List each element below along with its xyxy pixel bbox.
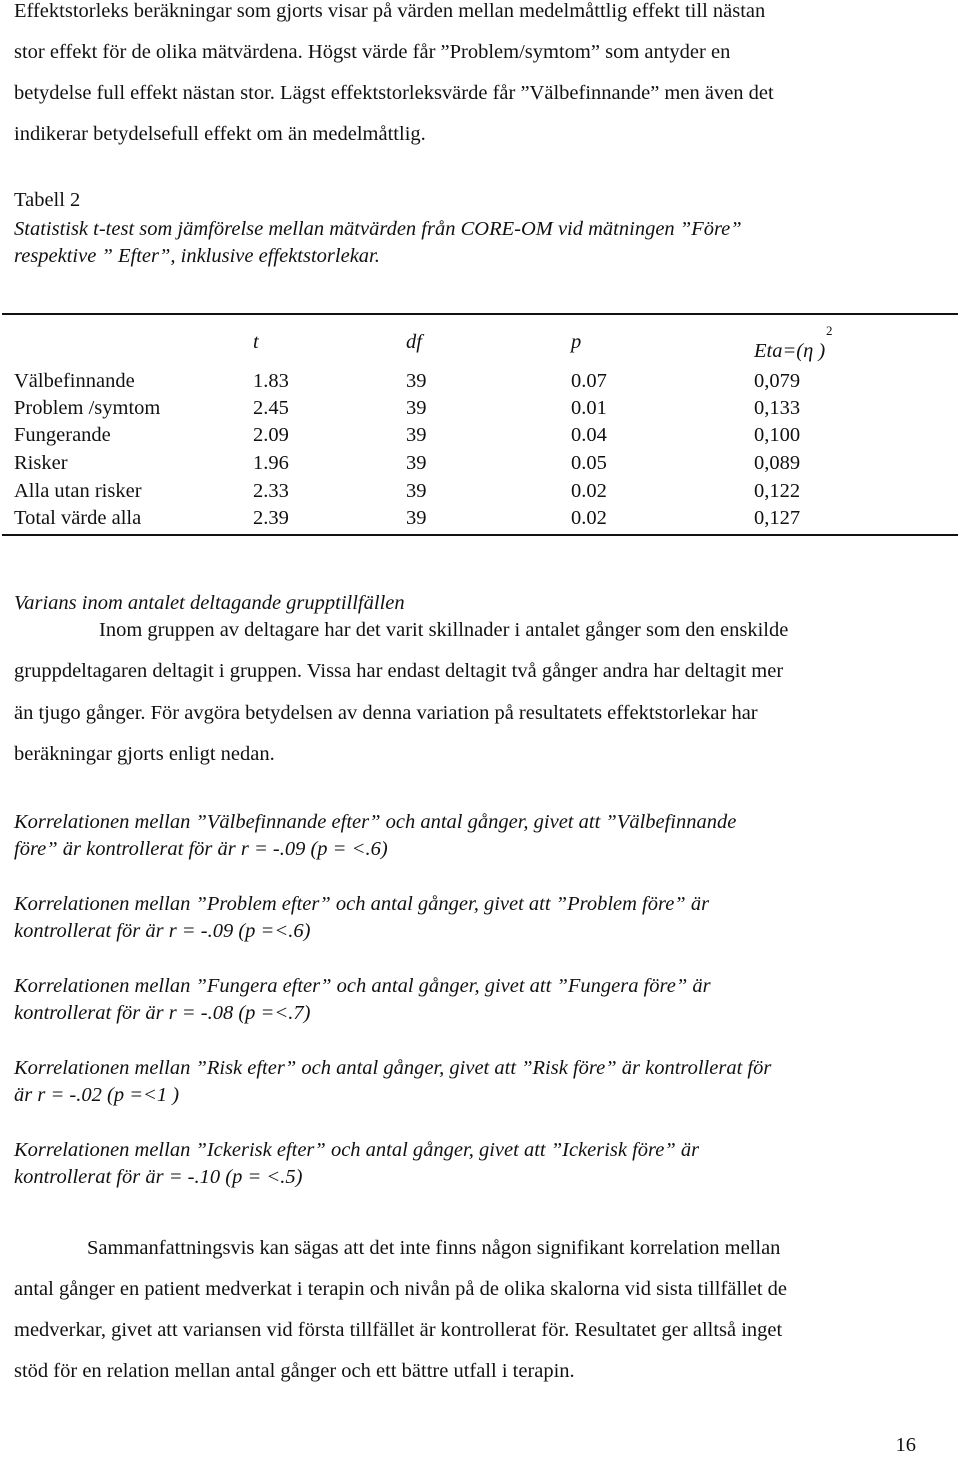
table-top-rule: [2, 313, 958, 315]
cell-eta: 0,079: [754, 370, 801, 392]
correlation-line: Korrelationen mellan ”Välbefinnande efter” och antal gånger, givet att ”Välbefinnande: [14, 811, 737, 833]
cell-p: 0.07: [571, 370, 607, 392]
table-bottom-rule: [2, 534, 958, 536]
cell-t: 2.39: [253, 507, 289, 529]
correlation-line: kontrollerat för är r = -.08 (p =<.7): [14, 1002, 311, 1024]
cell-p: 0.04: [571, 424, 607, 446]
cell-df: 39: [406, 424, 427, 446]
header-eta-superscript: 2: [826, 323, 833, 338]
intro-line: indikerar betydelsefull effekt om än medelmåttlig.: [14, 123, 426, 145]
summary-line: Sammanfattningsvis kan sägas att det inte finns någon signifikant korrelation mellan: [87, 1237, 781, 1259]
header-eta: Eta=(η ): [754, 340, 826, 362]
intro-line: stor effekt för de olika mätvärdena. Högst värde får ”Problem/symtom” som antyder en: [14, 41, 731, 63]
cell-df: 39: [406, 370, 427, 392]
cell-eta: 0,127: [754, 507, 801, 529]
row-label: Total värde alla: [14, 507, 142, 529]
summary-line: antal gånger en patient medverkat i terapin och nivån på de olika skalorna vid sista tillfället de: [14, 1278, 788, 1300]
correlation-line: kontrollerat för är = -.10 (p = <.5): [14, 1166, 303, 1188]
variance-line: Inom gruppen av deltagare har det varit skillnader i antalet gånger som den enskilde: [99, 619, 789, 641]
cell-df: 39: [406, 480, 427, 502]
row-label: Problem /symtom: [14, 397, 161, 419]
cell-df: 39: [406, 507, 427, 529]
cell-t: 2.45: [253, 397, 289, 419]
cell-p: 0.02: [571, 507, 607, 529]
cell-eta: 0,133: [754, 397, 801, 419]
cell-eta: 0,122: [754, 480, 801, 502]
correlation-line: Korrelationen mellan ”Problem efter” och antal gånger, givet att ”Problem före” är: [14, 893, 710, 915]
cell-t: 2.09: [253, 424, 289, 446]
correlation-line: kontrollerat för är r = -.09 (p =<.6): [14, 920, 311, 942]
variance-line: gruppdeltagaren deltagit i gruppen. Vissa har endast deltagit två gånger andra har deltagit mer: [14, 660, 784, 682]
cell-p: 0.05: [571, 452, 607, 474]
table-caption-line: respektive ” Efter”, inklusive effektstorlekar.: [14, 245, 380, 267]
summary-line: stöd för en relation mellan antal gånger och ett bättre utfall i terapin.: [14, 1360, 575, 1382]
variance-line: beräkningar gjorts enligt nedan.: [14, 743, 275, 765]
cell-t: 1.83: [253, 370, 289, 392]
header-t: t: [253, 331, 259, 353]
row-label: Alla utan risker: [14, 480, 142, 502]
correlation-line: Korrelationen mellan ”Fungera efter” och antal gånger, givet att ”Fungera före” är: [14, 975, 711, 997]
correlation-line: före” är kontrollerat för är r = -.09 (p = <.6): [14, 838, 388, 860]
cell-t: 2.33: [253, 480, 289, 502]
intro-line: Effektstorleks beräkningar som gjorts visar på värden mellan medelmåttlig effekt till nästan: [14, 0, 766, 22]
row-label: Fungerande: [14, 424, 111, 446]
cell-p: 0.02: [571, 480, 607, 502]
header-p: p: [571, 331, 582, 353]
cell-eta: 0,100: [754, 424, 801, 446]
correlation-line: Korrelationen mellan ”Ickerisk efter” och antal gånger, givet att ”Ickerisk före” är: [14, 1139, 700, 1161]
intro-line: betydelse full effekt nästan stor. Lägst effektstorleksvärde får ”Välbefinnande” men även det: [14, 82, 774, 104]
summary-line: medverkar, givet att variansen vid första tillfället är kontrollerat för. Resultatet ger alltså inget: [14, 1319, 783, 1341]
correlation-line: Korrelationen mellan ”Risk efter” och antal gånger, givet att ”Risk före” är kontrollerat för: [14, 1057, 772, 1079]
cell-t: 1.96: [253, 452, 289, 474]
row-label: Risker: [14, 452, 68, 474]
cell-df: 39: [406, 452, 427, 474]
correlation-line: är r = -.02 (p =<1 ): [14, 1084, 180, 1106]
cell-df: 39: [406, 397, 427, 419]
table-caption-line: Statistisk t-test som jämförelse mellan mätvärden från CORE-OM vid mätningen ”Före”: [14, 218, 742, 240]
table-label: Tabell 2: [14, 189, 81, 211]
variance-line: än tjugo gånger. För avgöra betydelsen av denna variation på resultatets effektstorlekar har: [14, 702, 758, 724]
page-number: 16: [895, 1434, 916, 1456]
cell-eta: 0,089: [754, 452, 801, 474]
header-df: df: [406, 331, 422, 353]
cell-p: 0.01: [571, 397, 607, 419]
variance-heading: Varians inom antalet deltagande grupptillfällen: [14, 592, 405, 614]
row-label: Välbefinnande: [14, 370, 135, 392]
